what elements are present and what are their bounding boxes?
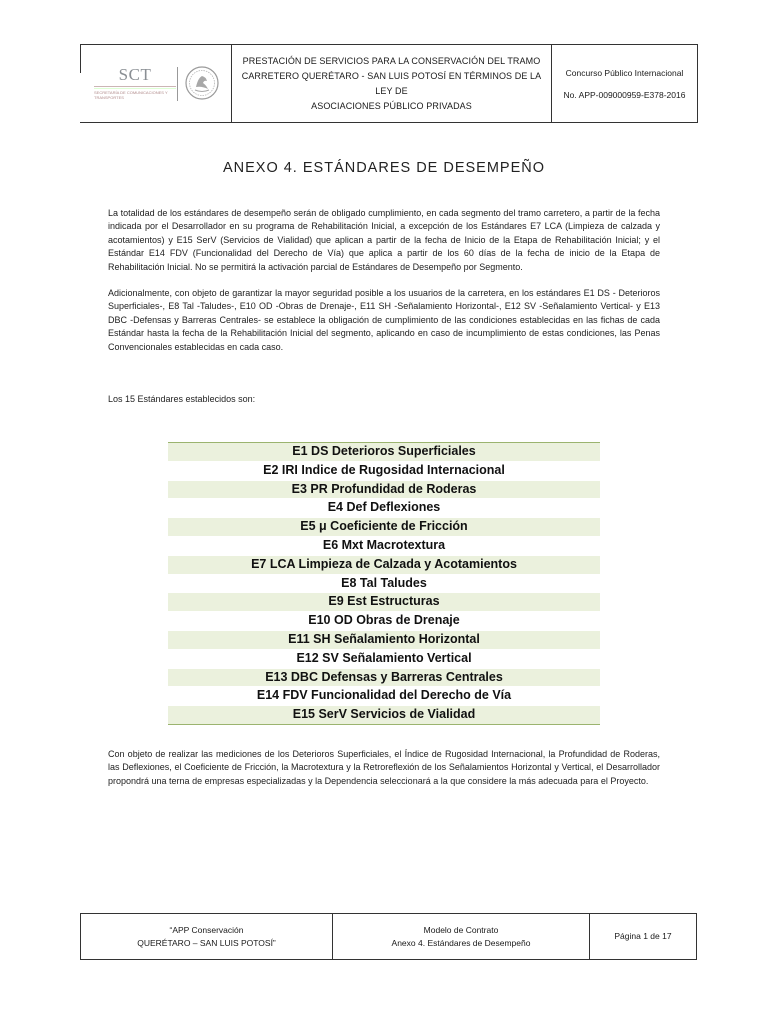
- standards-table: [168, 442, 600, 725]
- standard-row: E6 Mxt Macrotextura: [168, 537, 600, 556]
- standard-row: E9 Est Estructuras: [168, 593, 600, 612]
- footer-project: [81, 914, 333, 959]
- page-header: [80, 44, 698, 123]
- standard-row: E12 SV Señalamiento Vertical: [168, 650, 600, 669]
- closing-paragraph: Con objeto de realizar las mediciones de los Deterioros Superficiales, el Índice de Rugosidad Internacional, la Profundidad de Roderas, las Deflexiones, el Coeficiente de Fricción, la Macrotextura y la Retroreflexión de los Señalamientos Horizontal y Vertical, el Desarrollador propondrá una terna de empresas especializadas y la Dependencia seleccionará a la que considere la más adecuada para el Proyecto.: [108, 749, 660, 786]
- standard-row: E14 FDV Funcionalidad del Derecho de Vía: [168, 687, 600, 706]
- header-logo-cell: [80, 45, 232, 122]
- sct-logo-text: SCT: [118, 65, 152, 84]
- standard-row: E5 μ Coeficiente de Fricción: [168, 518, 600, 537]
- standard-row: E8 Tal Taludes: [168, 575, 600, 594]
- mexico-seal-icon: [184, 65, 220, 101]
- additional-paragraph: Adicionalmente, con objeto de garantizar la mayor seguridad posible a los usuarios de la carretera, en los estándares E1 DS - Deterioros Superficiales-, E8 Tal -Taludes-, E10 OD -Obras de Drenaje-, E11 SH -Señalamiento Horizontal-, E12 SV -Señalamiento Vertical- y E13 DBC -Defensas y Barreras Centrales- se establece la obligación de cumplimiento de las condiciones establecidas en las fichas de cada Estándar hasta la fecha de la Rehabilitación Inicial del segmento, aplicando en caso de incumplimiento de estas condiciones, las Penas Convencionales establecidas en cada caso.: [108, 288, 660, 352]
- header-title-line: PRESTACIÓN DE SERVICIOS PARA LA CONSERVACIÓN DEL TRAMO: [242, 55, 541, 66]
- footer-project-line: QUERÉTARO – SAN LUIS POTOSÍ”: [137, 937, 276, 948]
- page-title: ANEXO 4. ESTÁNDARES DE DESEMPEÑO: [222, 160, 546, 176]
- page-number: Página 1 de 17: [614, 931, 672, 941]
- standard-row: E2 IRI Indice de Rugosidad Internacional: [168, 462, 600, 481]
- standard-row: E4 Def Deflexiones: [168, 499, 600, 518]
- page-footer: [80, 913, 697, 960]
- standard-row: E7 LCA Limpieza de Calzada y Acotamientos: [168, 556, 600, 575]
- header-title-line: CARRETERO QUERÉTARO - SAN LUIS POTOSÍ EN TÉRMINOS DE LA LEY DE: [241, 70, 542, 96]
- sct-logo-subtitle: SECRETARÍA DE COMUNICACIONES Y TRANSPORTES: [94, 90, 168, 100]
- contest-type: Concurso Público Internacional: [565, 67, 684, 78]
- footer-document-line: Anexo 4. Estándares de Desempeño: [391, 937, 531, 948]
- sct-logo: [94, 65, 176, 100]
- standard-row: E15 SerV Servicios de Vialidad: [168, 706, 600, 725]
- intro-paragraph: La totalidad de los estándares de desempeño serán de obligado cumplimiento, en cada segmento del tramo carretero, a partir de la fecha indicada por el Desarrollador en su programa de Rehabilitación Inicial, a excepción de los Estándares E7 LCA (Limpieza de calzada y acotamientos) y E15 SerV (Servicios de Vialidad) que aplican a partir de la fecha de Inicio de la Etapa de Rehabilitación Inicial; y el Estándar E14 FDV (Funcionalidad del Derecho de Vía) que aplica a partir de los 60 días de la fecha de inicio de la Etapa de Rehabilitación Inicial. No se permitirá la activación parcial de Estándares de Desempeño por Segmento.: [108, 208, 660, 272]
- standard-row: E13 DBC Defensas y Barreras Centrales: [168, 669, 600, 688]
- sct-logo-stripes: [94, 86, 176, 89]
- logo-divider: [177, 67, 178, 101]
- list-intro-paragraph: Los 15 Estándares establecidos son:: [108, 394, 256, 404]
- contest-number: No. APP-009000959-E378-2016: [563, 89, 686, 100]
- standard-row: E1 DS Deterioros Superficiales: [168, 443, 600, 462]
- header-title: [232, 45, 552, 122]
- footer-project-line: “APP Conservación: [169, 924, 244, 935]
- header-contest-info: [552, 45, 697, 122]
- standard-row: E11 SH Señalamiento Horizontal: [168, 631, 600, 650]
- footer-document: [333, 914, 590, 959]
- footer-page-number: [590, 914, 696, 959]
- header-title-line: ASOCIACIONES PÚBLICO PRIVADAS: [311, 100, 472, 111]
- standard-row: E10 OD Obras de Drenaje: [168, 612, 600, 631]
- footer-document-line: Modelo de Contrato: [423, 924, 499, 935]
- standard-row: E3 PR Profundidad de Roderas: [168, 481, 600, 500]
